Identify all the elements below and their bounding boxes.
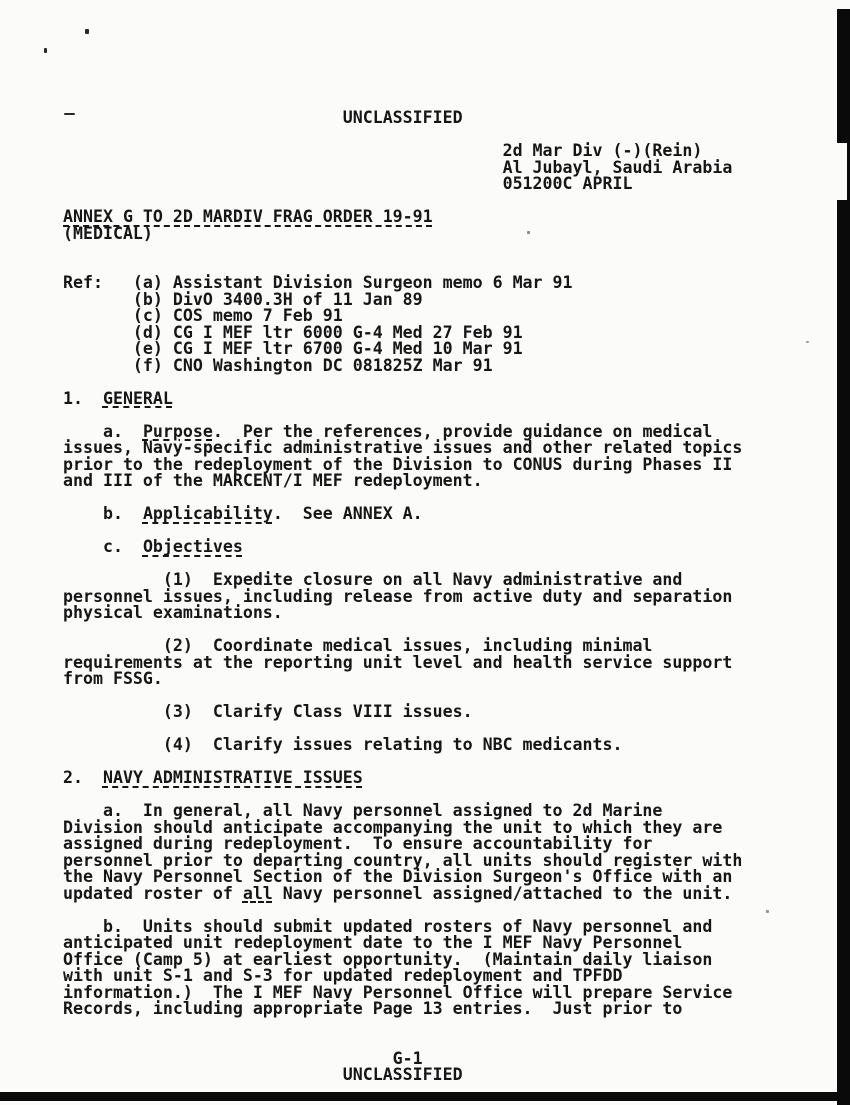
doc-text: b. (63, 504, 143, 523)
body-line (63, 671, 843, 688)
doc-text: (2) Coordinate medical issues, including minimal (63, 636, 653, 655)
doc-text: the Navy Personnel Section of the Division Surgeon's Office with an (63, 867, 733, 886)
underlined-text: NAVY ADMINISTRATIVE ISSUES (102, 768, 363, 787)
doc-blank-line (63, 1018, 843, 1035)
doc-text: with unit S-1 and S-3 for updated redeployment and TPFDD (63, 966, 623, 985)
scan-edge-bar-notch (837, 143, 847, 200)
doc-text: b. Units should submit updated rosters of Navy personnel and (63, 916, 713, 936)
doc-blank-line (63, 374, 843, 391)
doc-text: 2d Mar Div (-)(Rein) (63, 141, 703, 160)
section-heading (63, 770, 843, 787)
dtg-line (63, 176, 843, 193)
doc-text: issues, Navy-specific administrative issues and other related topics (63, 438, 743, 457)
doc-text: physical examinations. (63, 603, 283, 622)
underlined-text: all (242, 883, 273, 903)
doc-text: (MEDICAL) (63, 223, 153, 243)
scan-edge-bar-bottom (0, 1092, 850, 1101)
doc-text: UNCLASSIFIED (63, 108, 463, 127)
doc-text: G-1 (63, 1048, 423, 1068)
annex-title (63, 209, 843, 226)
doc-text: 2. (63, 768, 103, 787)
doc-text: Office (Camp 5) at earliest opportunity. (Maintain daily liaison (63, 949, 713, 969)
doc-text: personnel prior to departing country, all units should register with (63, 850, 743, 870)
body-line (63, 1001, 843, 1018)
doc-text: (f) CNO Washington DC 081825Z Mar 91 (63, 355, 493, 375)
ref-line (63, 355, 843, 375)
doc-text: requirements at the reporting unit level and health service support (63, 652, 733, 672)
doc-blank-line (63, 242, 843, 259)
doc-text: from FSSG. (63, 669, 163, 688)
body-line (63, 883, 843, 903)
doc-text: Navy personnel assigned/attached to the unit. (272, 883, 733, 903)
doc-text: 1. (63, 388, 103, 408)
body-line (63, 539, 843, 556)
doc-text: Al Jubayl, Saudi Arabia (63, 157, 733, 177)
doc-text: Records, including appropriate Page 13 entries. Just prior to (63, 999, 683, 1018)
document-lines (63, 110, 843, 1084)
body-line (63, 737, 843, 754)
underlined-text: Purpose (142, 421, 213, 441)
underlined-text: ANNEX G TO 2D MARDIV FRAG ORDER 19-91 (63, 207, 433, 226)
doc-text: a. In general, all Navy personnel assigned to 2d Marine (63, 801, 663, 820)
doc-text: (e) CG I MEF ltr 6700 G-4 Med 10 Mar 91 (63, 339, 523, 358)
doc-text: assigned during redeployment. To ensure accountability for (63, 834, 653, 853)
underlined-text: GENERAL (102, 388, 173, 408)
classification-header (63, 110, 843, 127)
underlined-text: Applicability (142, 504, 273, 523)
scan-speck (44, 48, 47, 53)
doc-text: Ref: (a) Assistant Division Surgeon memo 6 Mar 91 (63, 273, 573, 292)
doc-text: Division should anticipate accompanying the unit to which they are (63, 817, 723, 837)
body-line (63, 652, 843, 672)
doc-text: (3) Clarify Class VIII issues. (63, 702, 473, 721)
doc-text: prior to the redeployment of the Division to CONUS during Phases II (63, 454, 733, 474)
doc-text: c. (63, 537, 143, 556)
doc-text: updated roster of (63, 883, 243, 903)
doc-text: UNCLASSIFIED (63, 1065, 463, 1084)
underlined-text: Objectives (142, 537, 243, 556)
doc-text: personnel issues, including release from active duty and separation (63, 586, 733, 606)
doc-text: (d) CG I MEF ltr 6000 G-4 Med 27 Feb 91 (63, 322, 523, 342)
scan-speck (85, 29, 89, 34)
body-line (63, 506, 843, 523)
doc-text: 051200C APRIL (63, 174, 633, 193)
doc-text: (c) COS memo 7 Feb 91 (63, 306, 343, 325)
annex-subtitle (63, 223, 843, 243)
body-line (63, 605, 843, 622)
doc-text: (b) DivO 3400.3H of 11 Jan 89 (63, 289, 423, 309)
doc-text: and III of the MARCENT/I MEF redeployment. (63, 471, 483, 490)
doc-text: information.) The I MEF Navy Personnel Office will prepare Service (63, 982, 733, 1002)
doc-text: anticipated unit redeployment date to the I MEF Navy Personnel (63, 933, 683, 952)
body-line (63, 473, 843, 490)
doc-text: (1) Expedite closure on all Navy administrative and (63, 570, 683, 589)
body-line (63, 704, 843, 721)
doc-text: . Per the references, provide guidance on medical (212, 421, 713, 441)
doc-text: (4) Clarify issues relating to NBC medicants. (63, 735, 623, 754)
doc-text: . See ANNEX A. (272, 504, 423, 523)
section-heading (63, 388, 843, 408)
classification-footer (63, 1067, 843, 1084)
doc-text: a. (63, 421, 143, 441)
